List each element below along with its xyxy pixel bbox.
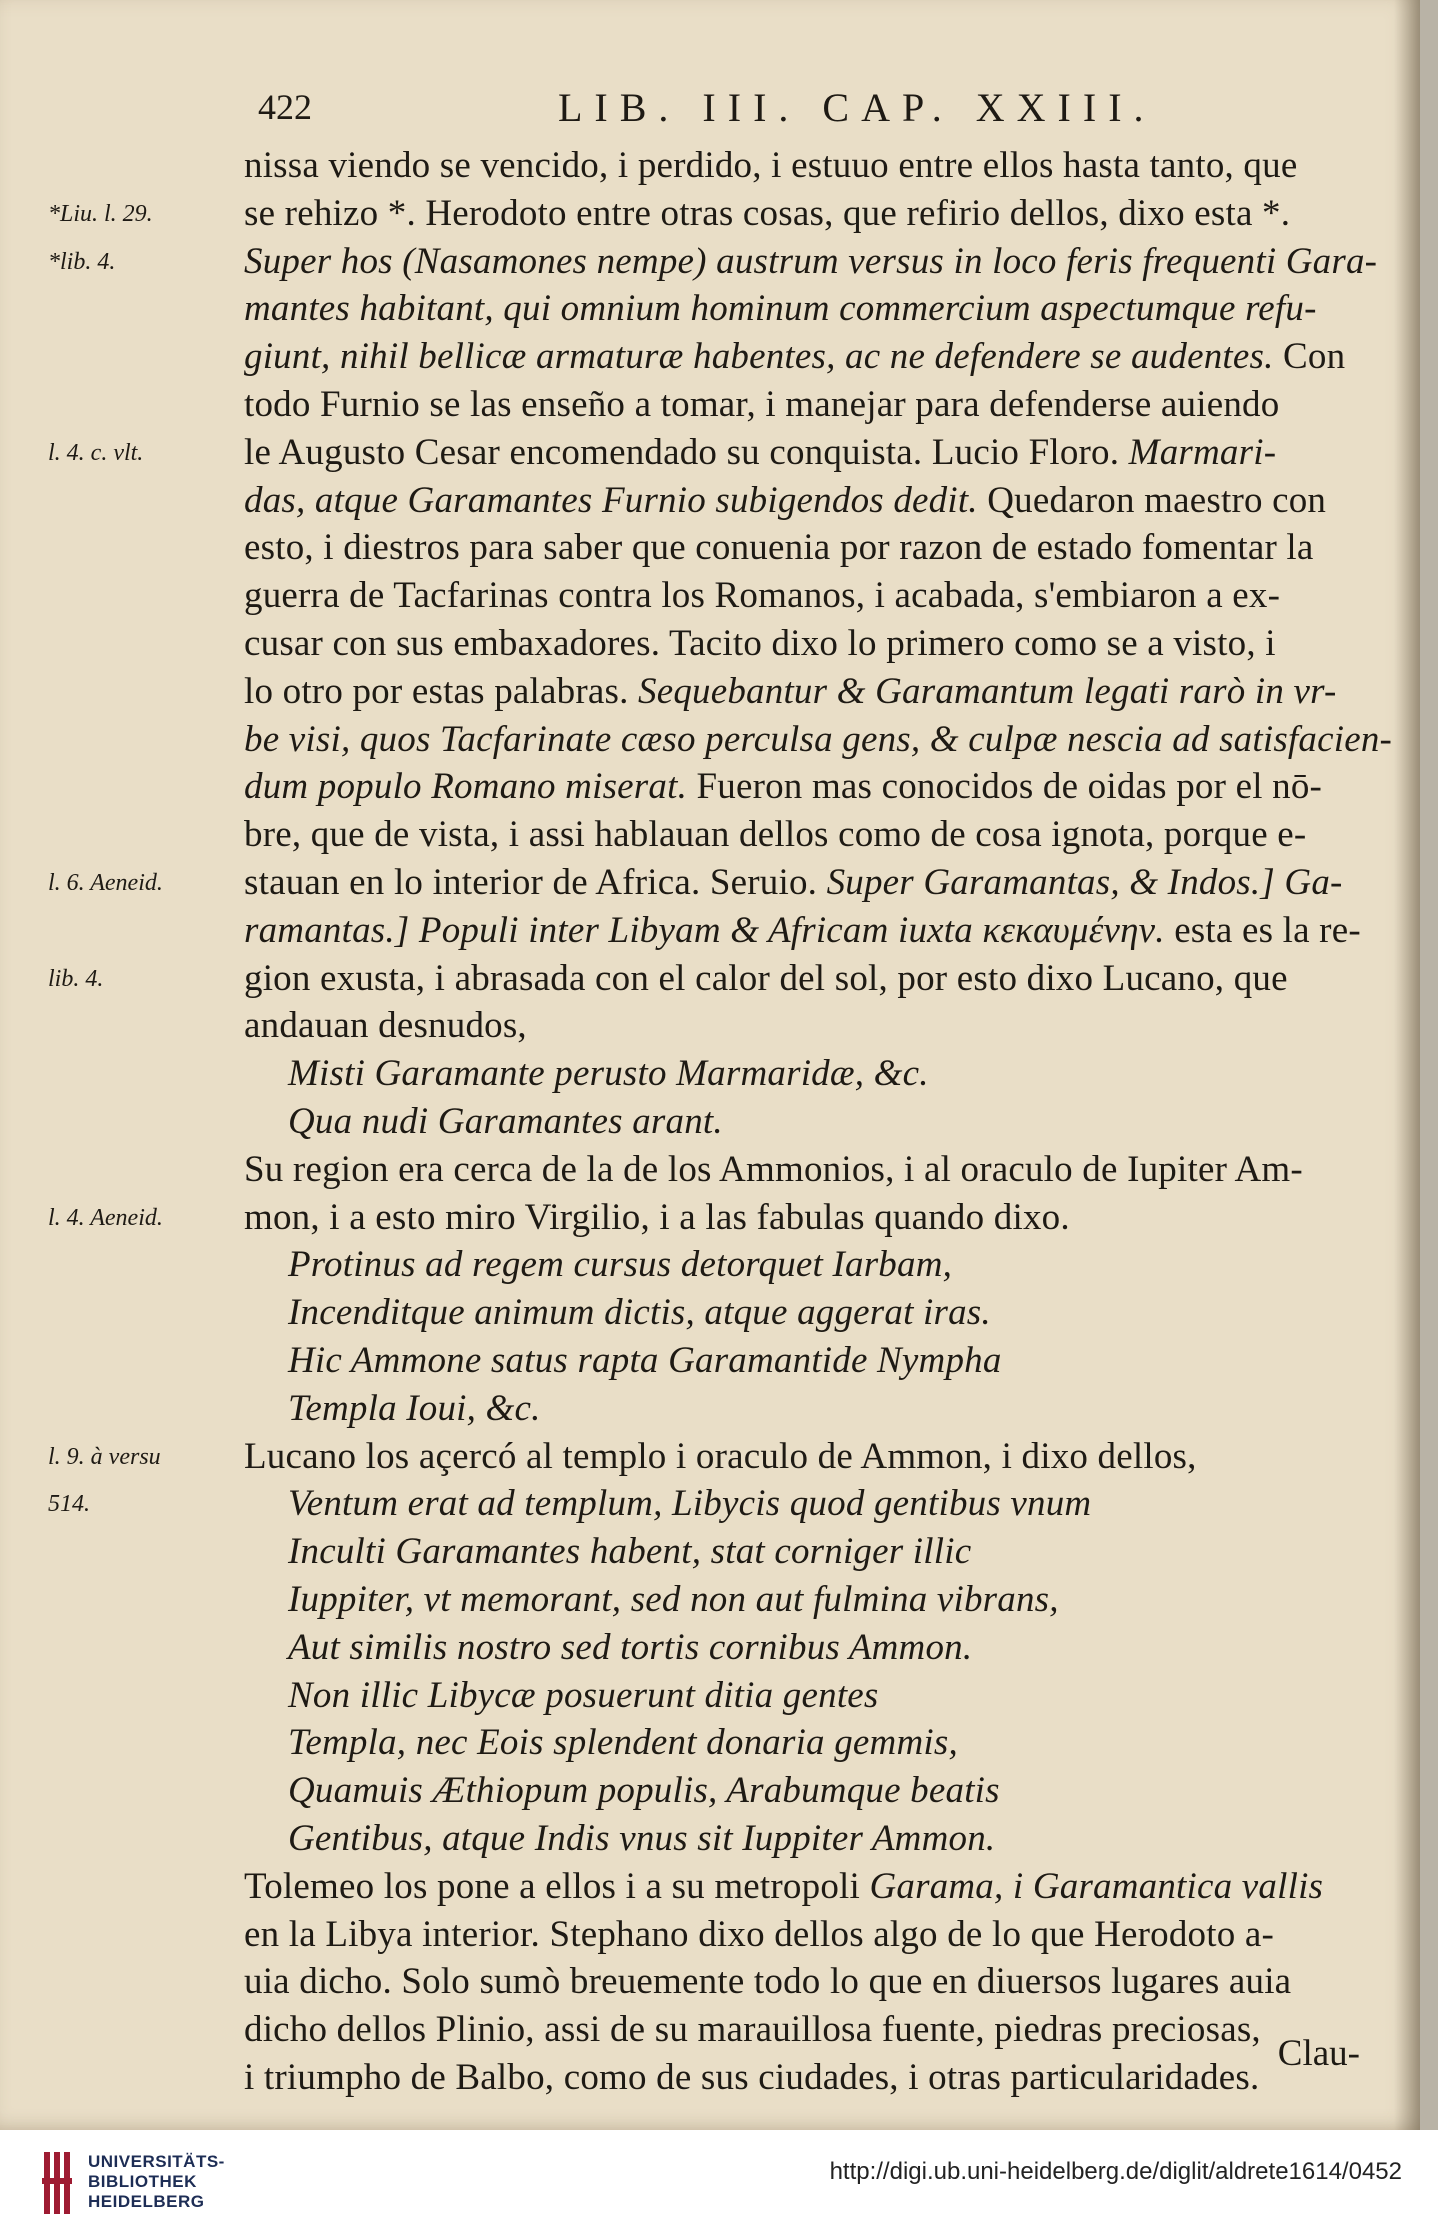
text-line [288, 1241, 1438, 1289]
spanish-text: stauan en lo interior de Africa. Seruio. [244, 862, 827, 903]
spanish-text: todo Furnio se las enseño a tomar, i manejar para defenderse auiendo [244, 384, 1280, 425]
text-line [288, 1672, 1438, 1720]
catchword: Clau- [1277, 2033, 1360, 2074]
text-line [244, 907, 1404, 955]
margin-note: lib. 4. [48, 965, 104, 992]
spanish-text: uia dicho. Solo sumò breuemente todo lo que en diuersos lugares auia [244, 1961, 1292, 2003]
text-line [288, 1385, 1438, 1433]
institution-line: UNIVERSITÄTS- [88, 2152, 225, 2171]
spanish-text: cusar con sus embaxadores. Tacito dixo lo primero como se a visto, i [244, 623, 1276, 664]
spanish-text: dicho dellos Plinio, assi de su marauillosa fuente, piedras preciosas, [244, 2009, 1261, 2051]
text-line [244, 1911, 1404, 1959]
institution-line: HEIDELBERG [88, 2192, 205, 2211]
text-line [244, 190, 1404, 238]
spanish-text: esta es la re- [1174, 909, 1361, 951]
spanish-text: mon, i a esto miro Virgilio, i a las fabulas quando dixo. [244, 1196, 1070, 1238]
latin-quote-text: mantes habitant, qui omnium hominum commercium aspectumque refu- [244, 288, 1317, 330]
latin-quote-text: Qua nudi Garamantes arant. [288, 1101, 723, 1142]
latin-quote-text: Super hos (Nasamones nempe) austrum versus in loco feris frequenti Gara- [244, 240, 1378, 282]
text-line [244, 1433, 1404, 1481]
text-line [244, 429, 1404, 477]
text-line [244, 2006, 1404, 2054]
latin-quote-text: Misti Garamante perusto Marmaridæ, &c. [288, 1053, 929, 1095]
latin-quote-text: Garama, i Garamantica vallis [869, 1865, 1324, 1907]
spanish-text: esto, i diestros para saber que conuenia por razon de estado fomentar la [244, 527, 1314, 569]
running-head: LIB. III. CAP. XXIII. [558, 85, 1156, 130]
latin-quote-text: Super Garamantas, & Indos.] Ga- [826, 862, 1343, 903]
latin-quote-text: Incenditque animum dictis, atque aggerat iras. [288, 1292, 991, 1334]
text-line [244, 955, 1404, 1003]
text-line [288, 1050, 1438, 1098]
library-logo-icon [40, 2148, 76, 2218]
text-line [244, 1194, 1404, 1242]
text-line [288, 1098, 1438, 1146]
text-line [288, 1767, 1438, 1815]
spanish-text: i triumpho de Balbo, como de sus ciudades, i otras particularidades. [244, 2057, 1260, 2098]
latin-quote-text: Quamuis Æthiopum populis, Arabumque beatis [288, 1770, 1000, 1812]
text-line [244, 859, 1404, 907]
latin-quote-text: das, atque Garamantes Furnio subigendos dedit. [244, 479, 988, 521]
text-line [244, 1863, 1404, 1911]
spanish-text: Con [1283, 336, 1346, 378]
latin-quote-text: dum populo Romano miserat. [244, 766, 697, 808]
text-line [244, 668, 1404, 716]
latin-quote-text: Inculti Garamantes habent, stat corniger illic [288, 1531, 972, 1573]
source-url-link[interactable]: http://digi.ub.uni-heidelberg.de/diglit/aldrete1614/0452 [829, 2158, 1402, 2185]
text-line [244, 763, 1404, 811]
spanish-text: gion exusta, i abrasada con el calor del sol, por esto dixo Lucano, que [244, 957, 1288, 999]
latin-quote-text: Marmari- [1128, 431, 1277, 473]
text-line [244, 1958, 1404, 2006]
text-line [244, 477, 1404, 525]
text-line [288, 1528, 1438, 1576]
spanish-text: en la Libya interior. Stephano dixo dellos algo de lo que Herodoto a- [244, 1913, 1275, 1955]
latin-quote-text: giunt, nihil bellicæ armaturæ habentes, ac ne defendere se audentes. [244, 336, 1283, 378]
page-number: 422 [258, 87, 312, 127]
spanish-text: Quedaron maestro con [987, 479, 1327, 521]
spanish-text: se rehizo *. Herodoto entre otras cosas, que refirio dellos, dixo esta *. [244, 192, 1291, 234]
text-line [244, 1146, 1404, 1194]
margin-note: *lib. 4. [48, 248, 116, 275]
margin-note: l. 4. Aeneid. [48, 1204, 163, 1231]
latin-quote-text: be visi, quos Tacfarinate cæso perculsa gens, & culpæ nescia ad satisfacien- [244, 718, 1393, 760]
spanish-text: nissa viendo se vencido, i perdido, i estuuo entre ellos hasta tanto, que [244, 145, 1298, 186]
text-line [244, 2054, 1404, 2102]
latin-quote-text: Iuppiter, vt memorant, sed non aut fulmina vibrans, [288, 1579, 1059, 1620]
text-line [288, 1480, 1438, 1528]
text-line [244, 333, 1404, 381]
latin-quote-text: ramantas.] Populi inter Libyam & Africam iuxta κεκαυμένην. [244, 909, 1175, 951]
margin-note: l. 4. c. vlt. [48, 439, 144, 466]
latin-quote-text: Templa Ioui, &c. [288, 1387, 541, 1429]
latin-quote-text: Non illic Libycæ posuerunt ditia gentes [288, 1674, 879, 1716]
text-line [288, 1576, 1438, 1624]
text-line [288, 1719, 1438, 1767]
institution-name [88, 2152, 225, 2212]
library-footer [0, 2130, 1438, 2235]
margin-note: *Liu. l. 29. [48, 200, 153, 227]
latin-quote-text: Gentibus, atque Indis vnus sit Iuppiter Ammon. [288, 1818, 996, 1859]
page-header [258, 86, 1398, 136]
latin-quote-text: Hic Ammone satus rapta Garamantide Nympha [288, 1340, 1002, 1381]
text-line [244, 811, 1404, 859]
text-line [288, 1815, 1438, 1863]
spanish-text: guerra de Tacfarinas contra los Romanos, i acabada, s'embiaron a ex- [244, 575, 1281, 617]
text-line [244, 285, 1404, 333]
spanish-text: lo otro por estas palabras. [244, 670, 638, 712]
spanish-text: andauan desnudos, [244, 1005, 527, 1047]
spanish-text: Tolemeo los pone a ellos i a su metropoli [244, 1865, 870, 1907]
margin-note: l. 6. Aeneid. [48, 870, 163, 896]
spanish-text: Su region era cerca de la de los Ammonios, i al oraculo de Iupiter Am- [244, 1148, 1303, 1190]
margin-note: 514. [48, 1491, 90, 1518]
text-line [244, 142, 1404, 190]
text-line [244, 716, 1404, 764]
text-line [244, 381, 1404, 429]
text-line [288, 1289, 1438, 1337]
latin-quote-text: Aut similis nostro sed tortis cornibus Ammon. [288, 1626, 973, 1668]
text-line [288, 1624, 1438, 1672]
institution-line: BIBLIOTHEK [88, 2172, 197, 2191]
text-line [244, 1002, 1404, 1050]
text-line [288, 1337, 1438, 1385]
margin-note: l. 9. à versu [48, 1443, 161, 1470]
latin-quote-text: Sequebantur & Garamantum legati rarò in vr- [638, 670, 1337, 712]
spanish-text: bre, que de vista, i assi hablauan dellos como de cosa ignota, porque e- [244, 814, 1307, 856]
text-line [244, 238, 1404, 286]
text-line [244, 620, 1404, 668]
text-line [244, 572, 1404, 620]
text-line [244, 524, 1404, 572]
latin-quote-text: Protinus ad regem cursus detorquet Iarbam, [288, 1244, 953, 1286]
spanish-text: Lucano los açercó al templo i oraculo de Ammon, i dixo dellos, [244, 1435, 1197, 1477]
latin-quote-text: Templa, nec Eois splendent donaria gemmis, [288, 1722, 958, 1764]
latin-quote-text: Ventum erat ad templum, Libycis quod gentibus vnum [288, 1483, 1092, 1525]
spanish-text: Fueron mas conocidos de oidas por el nō- [696, 766, 1323, 808]
spanish-text: le Augusto Cesar encomendado su conquista. Lucio Floro. [244, 431, 1129, 473]
